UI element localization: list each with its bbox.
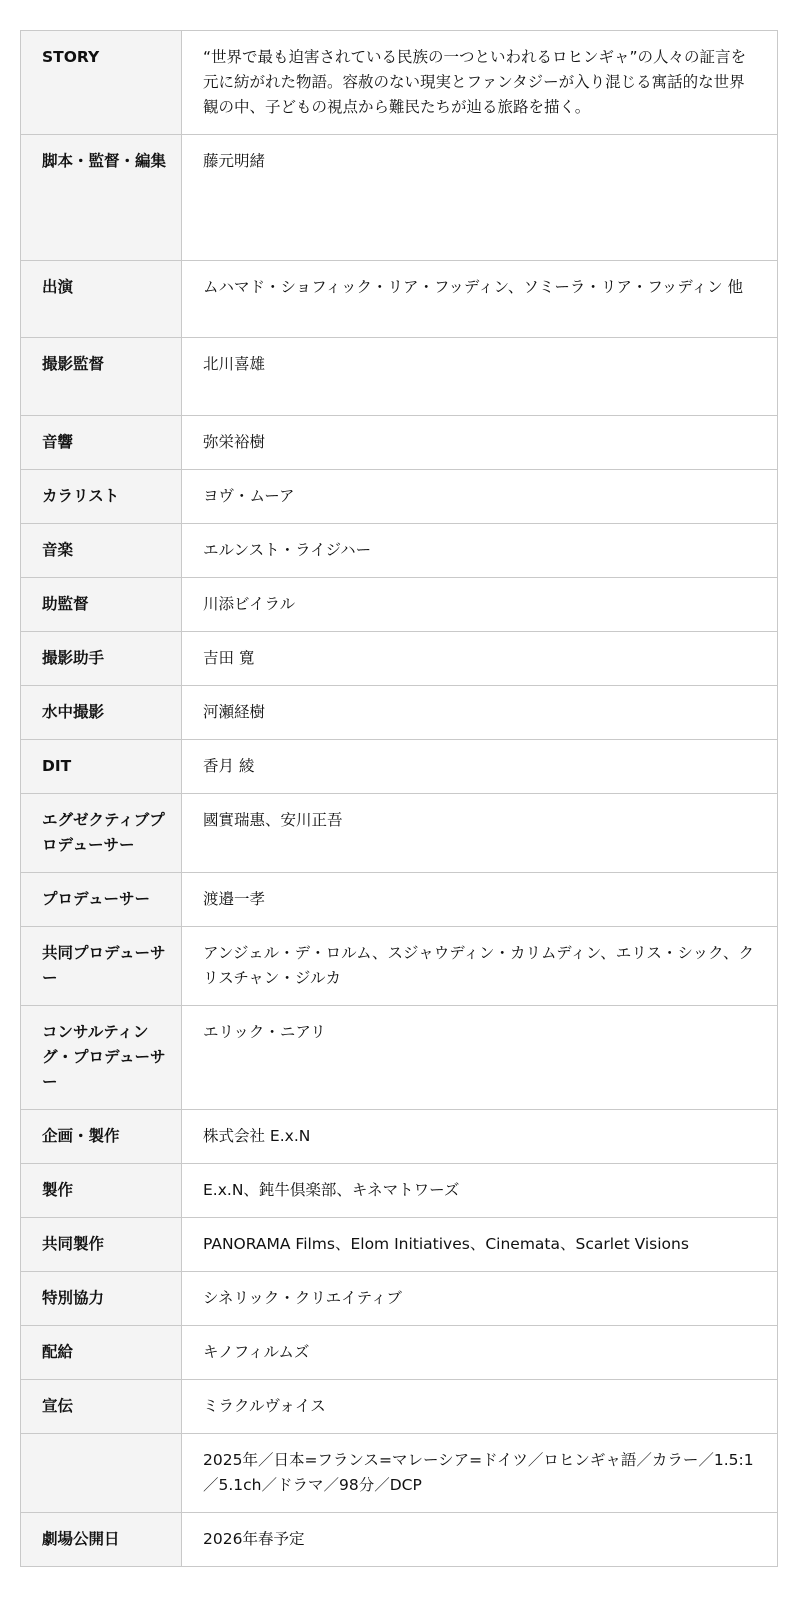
- row-label: 出演: [21, 261, 182, 338]
- row-value: ムハマド・ショフィック・リア・フッディン、ソミーラ・リア・フッディン 他: [182, 261, 778, 338]
- row-label: 特別協力: [21, 1272, 182, 1326]
- table-row: [21, 1164, 778, 1218]
- row-value: “世界で最も迫害されている民族の一つといわれるロヒンギャ”の人々の証言を元に紡がれた物語。容赦のない現実とファンタジーが入り混じる寓話的な世界観の中、子どもの視点から難民たちが辿る旅路を描く。: [182, 31, 778, 135]
- table-row: [21, 1272, 778, 1326]
- table-row: [21, 135, 778, 261]
- table-row: [21, 1110, 778, 1164]
- table-row: [21, 31, 778, 135]
- row-label: 共同プロデューサー: [21, 927, 182, 1006]
- row-label: エグゼクティブプロデューサー: [21, 794, 182, 873]
- row-label: 音楽: [21, 524, 182, 578]
- row-value: E.x.N、鈍牛倶楽部、キネマトワーズ: [182, 1164, 778, 1218]
- row-value: 川添ビイラル: [182, 578, 778, 632]
- row-label: 宣伝: [21, 1380, 182, 1434]
- table-row: [21, 1218, 778, 1272]
- row-label: DIT: [21, 740, 182, 794]
- table-row: [21, 794, 778, 873]
- row-label: カラリスト: [21, 470, 182, 524]
- table-row: [21, 632, 778, 686]
- table-row: [21, 524, 778, 578]
- table-row: [21, 873, 778, 927]
- row-value: 國實瑞惠、安川正吾: [182, 794, 778, 873]
- table-row: [21, 1326, 778, 1380]
- row-value: 弥栄裕樹: [182, 416, 778, 470]
- row-label: 企画・製作: [21, 1110, 182, 1164]
- table-row: [21, 338, 778, 416]
- table-row: [21, 927, 778, 1006]
- row-label: 劇場公開日: [21, 1513, 182, 1567]
- row-label: 配給: [21, 1326, 182, 1380]
- credits-table: [20, 30, 778, 1567]
- row-value: シネリック・クリエイティブ: [182, 1272, 778, 1326]
- row-value: 香月 綾: [182, 740, 778, 794]
- row-value: ヨヴ・ムーア: [182, 470, 778, 524]
- row-label: 脚本・監督・編集: [21, 135, 182, 261]
- row-label: プロデューサー: [21, 873, 182, 927]
- row-label: コンサルティング・プロデューサー: [21, 1006, 182, 1110]
- row-value: PANORAMA Films、Elom Initiatives、Cinemata、Scarlet Visions: [182, 1218, 778, 1272]
- table-row: [21, 261, 778, 338]
- row-value: 藤元明緒: [182, 135, 778, 261]
- table-row: [21, 1006, 778, 1110]
- row-label: 音響: [21, 416, 182, 470]
- row-label: 共同製作: [21, 1218, 182, 1272]
- table-row: [21, 686, 778, 740]
- row-value: アンジェル・デ・ロルム、スジャウディン・カリムディン、エリス・シック、クリスチャン・ジルカ: [182, 927, 778, 1006]
- table-row: [21, 1513, 778, 1567]
- table-row: [21, 416, 778, 470]
- table-row: [21, 1434, 778, 1513]
- row-value: 北川喜雄: [182, 338, 778, 416]
- row-value: 河瀬経樹: [182, 686, 778, 740]
- row-value: 吉田 寛: [182, 632, 778, 686]
- row-label: 助監督: [21, 578, 182, 632]
- row-value: 2025年／日本=フランス=マレーシア=ドイツ／ロヒンギャ語／カラー／1.5:1／5.1ch／ドラマ／98分／DCP: [182, 1434, 778, 1513]
- row-label: 撮影監督: [21, 338, 182, 416]
- row-value: 渡邉一孝: [182, 873, 778, 927]
- table-row: [21, 740, 778, 794]
- row-value: キノフィルムズ: [182, 1326, 778, 1380]
- table-row: [21, 578, 778, 632]
- row-label: 水中撮影: [21, 686, 182, 740]
- row-label: [21, 1434, 182, 1513]
- row-value: ミラクルヴォイス: [182, 1380, 778, 1434]
- row-value: エリック・ニアリ: [182, 1006, 778, 1110]
- row-value: 株式会社 E.x.N: [182, 1110, 778, 1164]
- table-row: [21, 1380, 778, 1434]
- table-row: [21, 470, 778, 524]
- row-value: エルンスト・ライジハー: [182, 524, 778, 578]
- row-label: 撮影助手: [21, 632, 182, 686]
- row-value: 2026年春予定: [182, 1513, 778, 1567]
- row-label: STORY: [21, 31, 182, 135]
- row-label: 製作: [21, 1164, 182, 1218]
